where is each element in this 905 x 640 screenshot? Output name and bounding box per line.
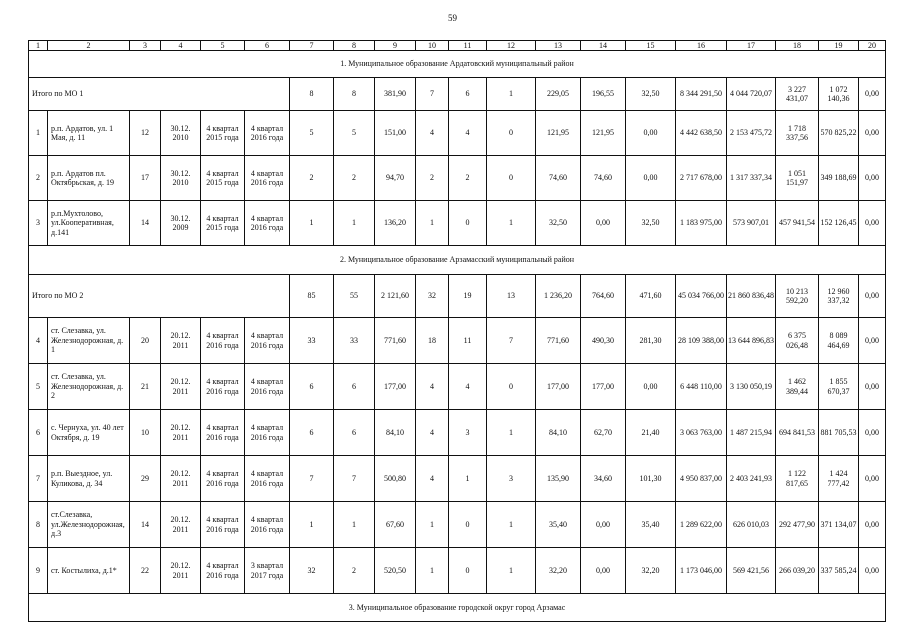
cell-col-14: 121,95: [581, 111, 626, 156]
period-cell: 4 квартал 2016 года: [245, 111, 290, 156]
subtotal-cell: 1: [487, 78, 536, 111]
subtotal-cell: 196,55: [581, 78, 626, 111]
cell-col-11: 1: [449, 456, 487, 502]
cell-col-18: 266 039,20: [776, 548, 819, 594]
column-number: 7: [290, 41, 334, 51]
cell-col-7: 1: [290, 201, 334, 246]
period-cell: 3 квартал 2017 года: [245, 548, 290, 594]
subtotal-row: [29, 275, 886, 318]
cell-col-10: 2: [416, 156, 449, 201]
column-number: 15: [626, 41, 676, 51]
cell-col-19: 337 585,24: [819, 548, 859, 594]
cell-col-20: 0,00: [859, 201, 886, 246]
cell-col-16: 1 289 622,00: [676, 502, 727, 548]
cell-col-20: 0,00: [859, 502, 886, 548]
cell-col-3: 17: [130, 156, 161, 201]
cell-col-20: 0,00: [859, 318, 886, 364]
subtotal-cell: 3 227 431,07: [776, 78, 819, 111]
cell-col-15: 35,40: [626, 502, 676, 548]
subtotal-cell: 10 213 592,20: [776, 275, 819, 318]
subtotal-cell: 13: [487, 275, 536, 318]
subtotal-label: Итого по МО 1: [29, 78, 290, 111]
cell-col-11: 4: [449, 111, 487, 156]
address-cell: ст. Слезавка, ул. Железнодорожная, д. 1: [48, 318, 130, 364]
table-row: [29, 156, 886, 201]
cell-col-8: 5: [334, 111, 375, 156]
row-number-cell: 3: [29, 201, 48, 246]
cell-col-16: 1 173 046,00: [676, 548, 727, 594]
cell-col-20: 0,00: [859, 111, 886, 156]
cell-col-14: 62,70: [581, 410, 626, 456]
cell-col-14: 74,60: [581, 156, 626, 201]
date-cell: 20.12. 2011: [161, 502, 201, 548]
subtotal-cell: 1 072 140,36: [819, 78, 859, 111]
cell-col-11: 2: [449, 156, 487, 201]
table-row: [29, 111, 886, 156]
cell-col-16: 6 448 110,00: [676, 364, 727, 410]
cell-col-8: 7: [334, 456, 375, 502]
period-cell: 4 квартал 2015 года: [201, 111, 245, 156]
cell-col-7: 5: [290, 111, 334, 156]
column-number: 16: [676, 41, 727, 51]
cell-col-3: 22: [130, 548, 161, 594]
subtotal-cell: 12 960 337,32: [819, 275, 859, 318]
cell-col-14: 177,00: [581, 364, 626, 410]
cell-col-12: 1: [487, 410, 536, 456]
cell-col-10: 4: [416, 111, 449, 156]
cell-col-18: 694 841,53: [776, 410, 819, 456]
period-cell: 4 квартал 2016 года: [201, 548, 245, 594]
cell-col-8: 33: [334, 318, 375, 364]
section-title: 2. Муниципальное образование Арзамасский муниципальный район: [29, 246, 886, 275]
period-cell: 4 квартал 2016 года: [245, 456, 290, 502]
table-row: [29, 456, 886, 502]
subtotal-cell: 45 034 766,00: [676, 275, 727, 318]
date-cell: 20.12. 2011: [161, 364, 201, 410]
subtotal-cell: 0,00: [859, 78, 886, 111]
cell-col-16: 4 442 638,50: [676, 111, 727, 156]
cell-col-13: 84,10: [536, 410, 581, 456]
column-number: 5: [201, 41, 245, 51]
subtotal-cell: 6: [449, 78, 487, 111]
cell-col-13: 135,90: [536, 456, 581, 502]
column-number: 17: [727, 41, 776, 51]
column-number: 20: [859, 41, 886, 51]
subtotal-label: Итого по МО 2: [29, 275, 290, 318]
address-cell: р.п. Выездное, ул. Куликова, д. 34: [48, 456, 130, 502]
period-cell: 4 квартал 2016 года: [245, 318, 290, 364]
period-cell: 4 квартал 2016 года: [201, 318, 245, 364]
cell-col-17: 569 421,56: [727, 548, 776, 594]
cell-col-20: 0,00: [859, 156, 886, 201]
column-number: 14: [581, 41, 626, 51]
cell-col-10: 1: [416, 502, 449, 548]
cell-col-8: 2: [334, 548, 375, 594]
period-cell: 4 квартал 2016 года: [245, 410, 290, 456]
cell-col-9: 177,00: [375, 364, 416, 410]
cell-col-16: 1 183 975,00: [676, 201, 727, 246]
cell-col-7: 33: [290, 318, 334, 364]
cell-col-19: 1 855 670,37: [819, 364, 859, 410]
cell-col-20: 0,00: [859, 548, 886, 594]
table-row: [29, 502, 886, 548]
cell-col-18: 1 122 817,65: [776, 456, 819, 502]
cell-col-9: 136,20: [375, 201, 416, 246]
cell-col-19: 8 089 464,69: [819, 318, 859, 364]
subtotal-cell: 8: [290, 78, 334, 111]
cell-col-9: 520,50: [375, 548, 416, 594]
subtotal-cell: 2 121,60: [375, 275, 416, 318]
subtotal-cell: 32,50: [626, 78, 676, 111]
subtotal-cell: 4 044 720,07: [727, 78, 776, 111]
table-row: [29, 318, 886, 364]
column-number: 10: [416, 41, 449, 51]
cell-col-8: 2: [334, 156, 375, 201]
row-number-cell: 7: [29, 456, 48, 502]
cell-col-13: 35,40: [536, 502, 581, 548]
period-cell: 4 квартал 2016 года: [201, 502, 245, 548]
cell-col-13: 771,60: [536, 318, 581, 364]
address-cell: с. Чернуха, ул. 40 лет Октября, д. 19: [48, 410, 130, 456]
subtotal-cell: 8: [334, 78, 375, 111]
subtotal-cell: 0,00: [859, 275, 886, 318]
cell-col-14: 0,00: [581, 502, 626, 548]
period-cell: 4 квартал 2016 года: [201, 364, 245, 410]
cell-col-11: 11: [449, 318, 487, 364]
column-number: 12: [487, 41, 536, 51]
row-number-cell: 8: [29, 502, 48, 548]
cell-col-16: 2 717 678,00: [676, 156, 727, 201]
cell-col-17: 626 010,03: [727, 502, 776, 548]
address-cell: ст. Костылиха, д.1*: [48, 548, 130, 594]
cell-col-7: 2: [290, 156, 334, 201]
cell-col-16: 4 950 837,00: [676, 456, 727, 502]
cell-col-17: 2 153 475,72: [727, 111, 776, 156]
period-cell: 4 квартал 2016 года: [201, 410, 245, 456]
cell-col-13: 74,60: [536, 156, 581, 201]
cell-col-9: 771,60: [375, 318, 416, 364]
cell-col-12: 0: [487, 364, 536, 410]
cell-col-12: 0: [487, 156, 536, 201]
date-cell: 20.12. 2011: [161, 410, 201, 456]
address-cell: р.п.Мухтолово, ул.Кооперативная, д.141: [48, 201, 130, 246]
subtotal-cell: 381,90: [375, 78, 416, 111]
cell-col-15: 0,00: [626, 364, 676, 410]
period-cell: 4 квартал 2016 года: [201, 456, 245, 502]
row-number-cell: 5: [29, 364, 48, 410]
date-cell: 30.12. 2010: [161, 156, 201, 201]
cell-col-15: 0,00: [626, 156, 676, 201]
cell-col-19: 152 126,45: [819, 201, 859, 246]
cell-col-18: 6 375 026,48: [776, 318, 819, 364]
period-cell: 4 квартал 2015 года: [201, 201, 245, 246]
cell-col-20: 0,00: [859, 364, 886, 410]
cell-col-10: 1: [416, 548, 449, 594]
column-number: 11: [449, 41, 487, 51]
cell-col-9: 500,80: [375, 456, 416, 502]
column-number: 6: [245, 41, 290, 51]
row-number-cell: 1: [29, 111, 48, 156]
cell-col-18: 292 477,90: [776, 502, 819, 548]
cell-col-3: 14: [130, 201, 161, 246]
page-number: 59: [448, 13, 457, 23]
row-number-cell: 2: [29, 156, 48, 201]
period-cell: 4 квартал 2016 года: [245, 201, 290, 246]
cell-col-10: 1: [416, 201, 449, 246]
date-cell: 30.12. 2009: [161, 201, 201, 246]
column-number: 4: [161, 41, 201, 51]
cell-col-18: 1 051 151,97: [776, 156, 819, 201]
subtotal-cell: 21 860 836,48: [727, 275, 776, 318]
cell-col-10: 4: [416, 456, 449, 502]
subtotal-cell: 7: [416, 78, 449, 111]
table-row: [29, 364, 886, 410]
cell-col-18: 1 462 389,44: [776, 364, 819, 410]
cell-col-16: 28 109 388,00: [676, 318, 727, 364]
cell-col-7: 7: [290, 456, 334, 502]
cell-col-12: 0: [487, 111, 536, 156]
cell-col-13: 32,20: [536, 548, 581, 594]
table-row: [29, 201, 886, 246]
address-cell: ст. Слезавка, ул. Железнодорожная, д. 2: [48, 364, 130, 410]
cell-col-16: 3 063 763,00: [676, 410, 727, 456]
subtotal-cell: 8 344 291,50: [676, 78, 727, 111]
cell-col-12: 7: [487, 318, 536, 364]
cell-col-13: 121,95: [536, 111, 581, 156]
cell-col-11: 3: [449, 410, 487, 456]
cell-col-7: 32: [290, 548, 334, 594]
subtotal-cell: 55: [334, 275, 375, 318]
cell-col-11: 0: [449, 502, 487, 548]
cell-col-18: 1 718 337,56: [776, 111, 819, 156]
cell-col-11: 4: [449, 364, 487, 410]
date-cell: 20.12. 2011: [161, 548, 201, 594]
cell-col-20: 0,00: [859, 410, 886, 456]
column-number: 3: [130, 41, 161, 51]
column-number: 1: [29, 41, 48, 51]
cell-col-15: 32,50: [626, 201, 676, 246]
cell-col-20: 0,00: [859, 456, 886, 502]
cell-col-11: 0: [449, 201, 487, 246]
cell-col-10: 4: [416, 364, 449, 410]
cell-col-14: 0,00: [581, 548, 626, 594]
cell-col-7: 6: [290, 410, 334, 456]
period-cell: 4 квартал 2015 года: [201, 156, 245, 201]
row-number-cell: 4: [29, 318, 48, 364]
cell-col-17: 1 487 215,94: [727, 410, 776, 456]
column-number: 18: [776, 41, 819, 51]
subtotal-cell: 85: [290, 275, 334, 318]
cell-col-11: 0: [449, 548, 487, 594]
cell-col-3: 10: [130, 410, 161, 456]
column-number: 8: [334, 41, 375, 51]
period-cell: 4 квартал 2016 года: [245, 156, 290, 201]
subtotal-cell: 1 236,20: [536, 275, 581, 318]
cell-col-12: 1: [487, 502, 536, 548]
cell-col-19: 1 424 777,42: [819, 456, 859, 502]
cell-col-9: 151,00: [375, 111, 416, 156]
cell-col-13: 177,00: [536, 364, 581, 410]
cell-col-17: 13 644 896,83: [727, 318, 776, 364]
subtotal-row: [29, 78, 886, 111]
cell-col-17: 2 403 241,93: [727, 456, 776, 502]
cell-col-14: 490,30: [581, 318, 626, 364]
cell-col-12: 3: [487, 456, 536, 502]
resettlement-program-table: [28, 40, 886, 622]
cell-col-3: 14: [130, 502, 161, 548]
cell-col-15: 0,00: [626, 111, 676, 156]
cell-col-15: 21,40: [626, 410, 676, 456]
cell-col-10: 18: [416, 318, 449, 364]
cell-col-8: 6: [334, 364, 375, 410]
cell-col-14: 0,00: [581, 201, 626, 246]
cell-col-8: 1: [334, 201, 375, 246]
subtotal-cell: 764,60: [581, 275, 626, 318]
cell-col-17: 573 907,01: [727, 201, 776, 246]
cell-col-8: 6: [334, 410, 375, 456]
date-cell: 20.12. 2011: [161, 456, 201, 502]
cell-col-17: 3 130 050,19: [727, 364, 776, 410]
section-header-row: [29, 246, 886, 275]
cell-col-17: 1 317 337,34: [727, 156, 776, 201]
date-cell: 20.12. 2011: [161, 318, 201, 364]
column-number: 9: [375, 41, 416, 51]
cell-col-15: 281,30: [626, 318, 676, 364]
row-number-cell: 9: [29, 548, 48, 594]
cell-col-9: 94,70: [375, 156, 416, 201]
cell-col-3: 20: [130, 318, 161, 364]
cell-col-3: 21: [130, 364, 161, 410]
subtotal-cell: 32: [416, 275, 449, 318]
cell-col-14: 34,60: [581, 456, 626, 502]
table-row: [29, 548, 886, 594]
section-title: 3. Муниципальное образование городской округ город Арзамас: [29, 594, 886, 622]
cell-col-15: 101,30: [626, 456, 676, 502]
cell-col-3: 29: [130, 456, 161, 502]
section-title: 1. Муниципальное образование Ардатовский муниципальный район: [29, 51, 886, 78]
section-header-row: [29, 594, 886, 622]
subtotal-cell: 229,05: [536, 78, 581, 111]
cell-col-3: 12: [130, 111, 161, 156]
subtotal-cell: 471,60: [626, 275, 676, 318]
column-number: 19: [819, 41, 859, 51]
period-cell: 4 квартал 2016 года: [245, 364, 290, 410]
address-cell: ст.Слезавка, ул.Железнодорожная, д.3: [48, 502, 130, 548]
address-cell: р.п. Ардатов пл. Октябрьская, д. 19: [48, 156, 130, 201]
column-number: 2: [48, 41, 130, 51]
period-cell: 4 квартал 2016 года: [245, 502, 290, 548]
cell-col-7: 6: [290, 364, 334, 410]
cell-col-13: 32,50: [536, 201, 581, 246]
cell-col-9: 67,60: [375, 502, 416, 548]
cell-col-12: 1: [487, 548, 536, 594]
row-number-cell: 6: [29, 410, 48, 456]
cell-col-19: 570 825,22: [819, 111, 859, 156]
cell-col-15: 32,20: [626, 548, 676, 594]
cell-col-12: 1: [487, 201, 536, 246]
date-cell: 30.12. 2010: [161, 111, 201, 156]
cell-col-7: 1: [290, 502, 334, 548]
section-header-row: [29, 51, 886, 78]
cell-col-9: 84,10: [375, 410, 416, 456]
cell-col-19: 349 188,69: [819, 156, 859, 201]
cell-col-18: 457 941,54: [776, 201, 819, 246]
address-cell: р.п. Ардатов, ул. 1 Мая, д. 11: [48, 111, 130, 156]
table-row: [29, 410, 886, 456]
cell-col-19: 881 705,53: [819, 410, 859, 456]
column-number: 13: [536, 41, 581, 51]
cell-col-8: 1: [334, 502, 375, 548]
subtotal-cell: 19: [449, 275, 487, 318]
column-number-row: [29, 41, 886, 51]
cell-col-10: 4: [416, 410, 449, 456]
cell-col-19: 371 134,07: [819, 502, 859, 548]
